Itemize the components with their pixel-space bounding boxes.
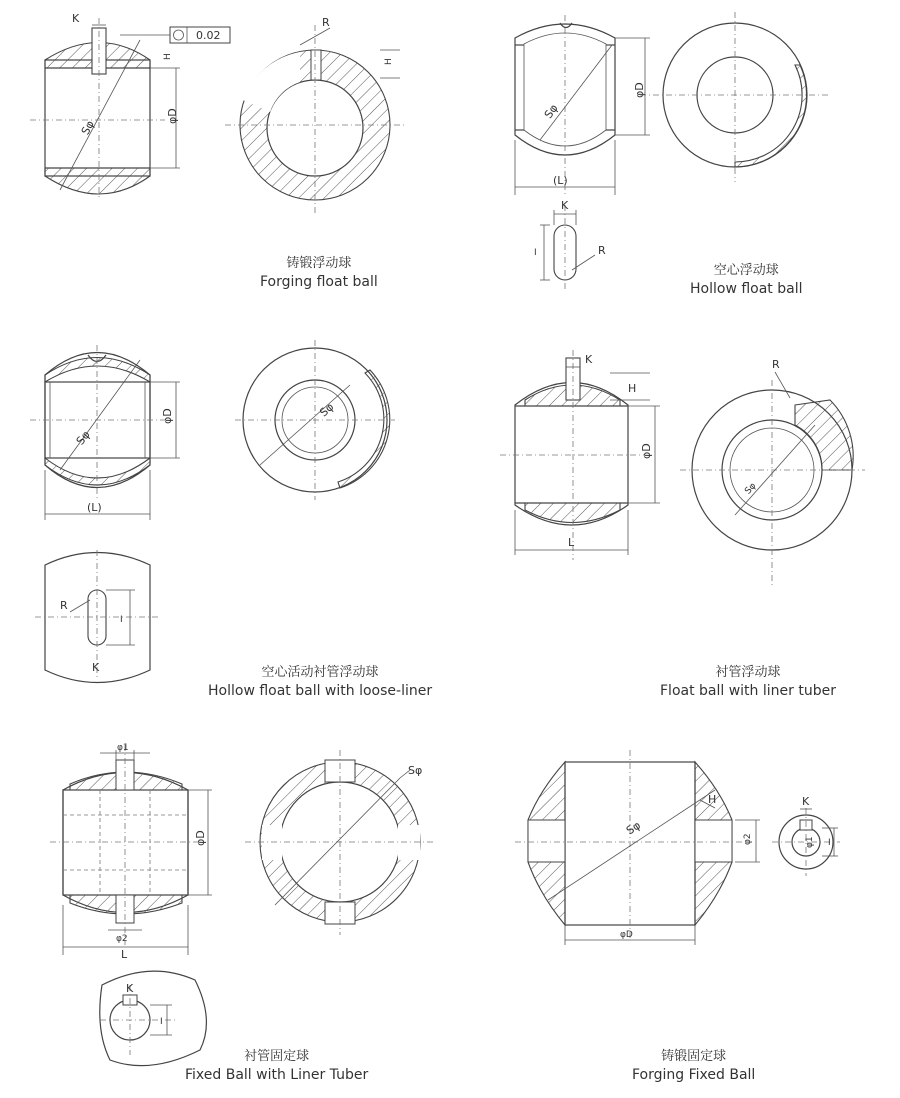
fig6-h-label: H xyxy=(708,793,717,806)
fig5-fixed-ball-liner xyxy=(50,743,435,1066)
fig2-sphi-label: Sφ xyxy=(541,101,561,121)
fig4-caption xyxy=(660,664,836,700)
fig2-i-label: I xyxy=(534,248,537,258)
fig3-lp-label: (L) xyxy=(87,501,102,514)
fig1-tol-label: 0.02 xyxy=(196,29,221,42)
fig1-r-label: R xyxy=(322,16,330,29)
fig2-caption xyxy=(690,262,803,298)
fig6-k-label: K xyxy=(802,795,810,808)
fig3-i-label: I xyxy=(120,615,123,625)
fig1-h-label: H xyxy=(163,53,173,60)
fig6-phi1-label: φ1 xyxy=(805,836,815,848)
fig4-k-label: K xyxy=(585,353,593,366)
fig6-sphi-label: Sφ xyxy=(623,818,643,838)
fig4-r-label: R xyxy=(772,358,780,371)
fig1-caption xyxy=(260,255,378,291)
fig5-l-label: L xyxy=(121,948,128,961)
fig5-phid-label: φD xyxy=(194,830,207,846)
fig6-caption-cn: 铸锻固定球 xyxy=(661,1049,727,1064)
fig3-hollow-loose-liner xyxy=(30,340,395,683)
fig1-phid-label: φD xyxy=(166,108,179,124)
fig2-caption-cn: 空心浮动球 xyxy=(713,263,779,278)
fig3-sphi2-label: Sφ xyxy=(317,400,337,420)
fig2-caption-en: Hollow float ball xyxy=(690,281,803,297)
fig4-phid-label: φD xyxy=(640,443,653,459)
fig2-r-label: R xyxy=(598,244,606,257)
fig4-caption-en: Float ball with liner tuber xyxy=(660,683,836,699)
fig5-phi2-label: φ2 xyxy=(116,934,128,944)
fig3-caption xyxy=(208,664,432,700)
fig4-sphi-label: Sφ xyxy=(743,481,759,497)
fig5-sphi-label: Sφ xyxy=(408,764,423,777)
fig1-h2-label: H xyxy=(384,58,394,65)
fig3-caption-cn: 空心活动衬管浮动球 xyxy=(261,665,379,680)
fig1-caption-en: Forging float ball xyxy=(260,274,378,290)
fig4-h-label: H xyxy=(628,382,637,395)
fig3-r-label: R xyxy=(60,599,68,612)
fig6-forging-fixed-ball xyxy=(515,750,840,945)
fig1-caption-cn: 铸锻浮动球 xyxy=(286,256,352,271)
fig6-caption xyxy=(632,1048,755,1084)
fig5-i-label: I xyxy=(160,1017,163,1027)
fig2-phid-label: φD xyxy=(633,82,646,98)
fig4-float-ball-liner xyxy=(500,350,865,585)
fig2-hollow-float-ball xyxy=(515,12,830,290)
fig6-i-label: I xyxy=(828,838,831,848)
fig6-phi2-label: φ2 xyxy=(743,833,753,845)
fig2-lp-label: (L) xyxy=(553,174,568,187)
fig1-k-label: K xyxy=(72,12,80,25)
fig2-k-label: K xyxy=(561,199,569,212)
fig5-k-label: K xyxy=(126,982,134,995)
fig1-sphi-label: Sφ xyxy=(78,118,97,138)
fig5-phi1-label: φ1 xyxy=(117,743,129,753)
fig4-l-label: L xyxy=(568,536,575,549)
fig6-phid-label: φD xyxy=(620,930,633,940)
fig3-caption-en: Hollow float ball with loose-liner xyxy=(208,683,433,699)
fig6-caption-en: Forging Fixed Ball xyxy=(632,1067,756,1083)
fig5-caption-cn: 衬管固定球 xyxy=(244,1049,310,1064)
fig4-caption-cn: 衬管浮动球 xyxy=(715,665,781,680)
fig5-caption-en: Fixed Ball with Liner Tuber xyxy=(185,1067,369,1083)
fig5-caption xyxy=(185,1048,368,1084)
fig3-k-label: K xyxy=(92,661,100,674)
fig3-sphi-label: Sφ xyxy=(73,428,93,448)
fig3-phid-label: φD xyxy=(161,408,174,424)
fig1-forging-float-ball xyxy=(30,12,405,215)
